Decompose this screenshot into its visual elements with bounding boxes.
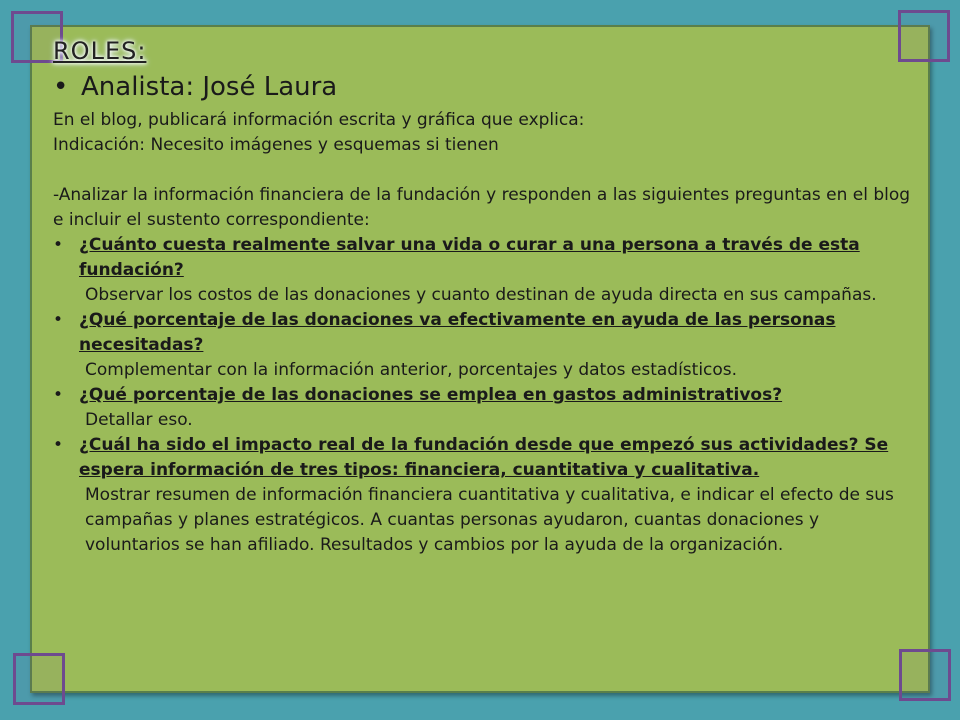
question-item xyxy=(53,383,933,408)
bullet-icon: • xyxy=(53,385,64,405)
bullet-icon: • xyxy=(53,72,69,102)
question-detail: Complementar con la información anterior, porcentajes y datos estadísticos. xyxy=(85,360,738,380)
instruction-text: -Analizar la información financiera de la fundación y responden a las siguientes preguntas en el blog e incluir el sustento correspondiente: xyxy=(53,185,911,230)
corner-square-bottom-left xyxy=(13,653,65,705)
question-detail: Mostrar resumen de información financiera cuantitativa y cualitativa, e indicar el efecto de sus campañas y planes estratégicos. A cuantas personas ayudaron, cuantas donaciones y voluntarios se han afiliado. Resultados y cambios por la ayuda de la organización. xyxy=(85,485,894,555)
bullet-icon: • xyxy=(53,435,64,455)
bullet-icon: • xyxy=(53,235,64,255)
question-item xyxy=(53,433,933,483)
slide-content xyxy=(53,30,933,558)
intro-line-1: En el blog, publicará información escrita y gráfica que explica: xyxy=(53,110,585,130)
analyst-name: Analista: José Laura xyxy=(81,72,338,102)
question-detail: Observar los costos de las donaciones y cuanto destinan de ayuda directa en sus campañas. xyxy=(85,285,877,305)
question-item xyxy=(53,233,933,283)
slide-title: ROLES: xyxy=(53,37,147,65)
question-item xyxy=(53,308,933,358)
question-text: ¿Qué porcentaje de las donaciones va efectivamente en ayuda de las personas necesitadas? xyxy=(79,310,836,355)
question-text: ¿Qué porcentaje de las donaciones se emplea en gastos administrativos? xyxy=(79,385,783,405)
question-text: ¿Cuál ha sido el impacto real de la fundación desde que empezó sus actividades? Se espera información de tres tipos: financiera, cuantitativa y cualitativa. xyxy=(79,435,889,480)
question-text: ¿Cuánto cuesta realmente salvar una vida o curar a una persona a través de esta fundación? xyxy=(79,235,860,280)
corner-square-bottom-right xyxy=(899,649,951,701)
intro-line-2: Indicación: Necesito imágenes y esquemas si tienen xyxy=(53,135,499,155)
bullet-icon: • xyxy=(53,310,64,330)
question-detail: Detallar eso. xyxy=(85,410,193,430)
analyst-bullet xyxy=(53,68,933,106)
